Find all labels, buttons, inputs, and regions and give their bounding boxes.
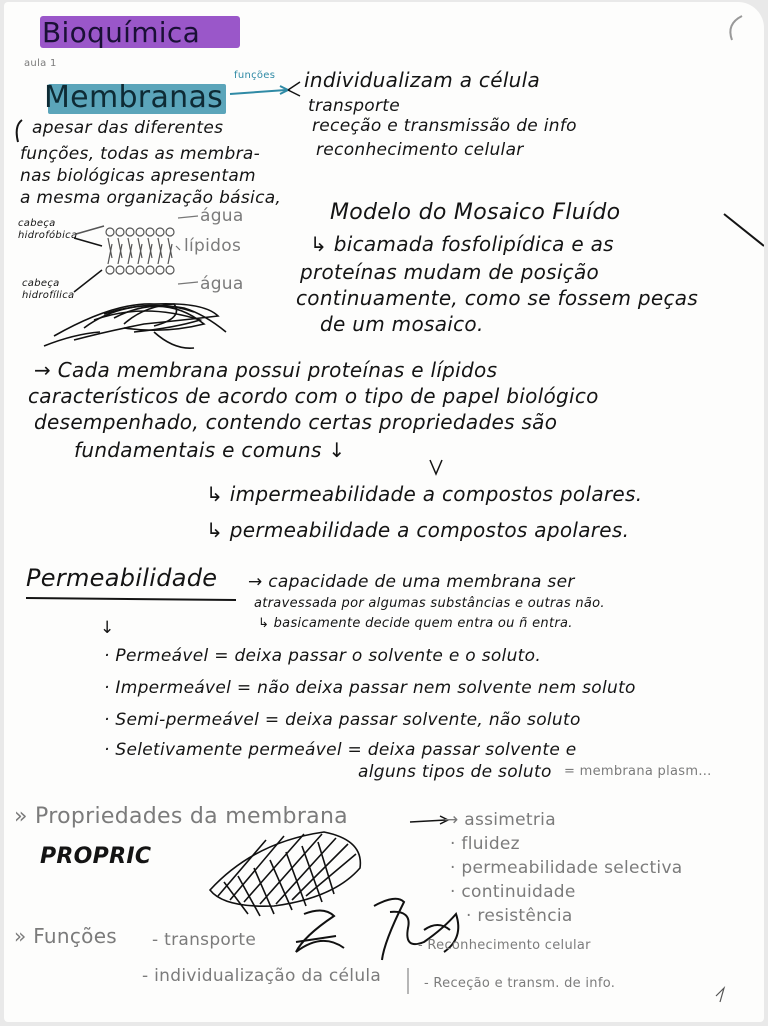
propriedade-item: · continuidade [450, 882, 576, 902]
cada-membrana-line: característicos de acordo com o tipo de papel biológico [28, 384, 599, 408]
permeabilidade-item-cont: alguns tipos de soluto [358, 762, 552, 782]
permeabilidade-note: = membrana plasm... [564, 764, 712, 779]
bracket-icon [17, 120, 22, 142]
modelo-line: proteínas mudam de posição [300, 260, 600, 284]
down-arrow-icon: ↓ [100, 618, 115, 638]
propriedade-item: · resistência [466, 906, 573, 926]
funcao-item: reconhecimento celular [316, 140, 524, 160]
modelo-title: Modelo do Mosaico Fluído [330, 200, 621, 225]
permeabilidade-item: · Impermeável = não deixa passar nem solvente nem soluto [104, 678, 636, 698]
modelo-line: ↳ bicamada fosfolipídica e as [310, 232, 614, 256]
funcoes-tag: funções [234, 70, 276, 81]
modelo-line: continuamente, como se fossem peças [296, 286, 699, 310]
permeabilidade-def: → capacidade de uma membrana ser [248, 572, 575, 592]
property-bullet: ↳ permeabilidade a compostos apolares. [206, 518, 630, 542]
funcao-item: transporte [308, 96, 401, 116]
cada-membrana-line: desempenhado, contendo certas propriedades são [34, 410, 558, 434]
propriedade-item: · permeabilidade selectiva [450, 858, 683, 878]
modelo-line: de um mosaico. [320, 312, 484, 336]
page-title: Bioquímica [42, 16, 201, 49]
permeabilidade-def: ↳ basicamente decide quem entra ou ñ entra. [258, 616, 573, 631]
edge-stroke-icon [724, 214, 764, 246]
arrow-membranas-icon [230, 90, 286, 94]
permeabilidade-item: · Semi-permeável = deixa passar solvente, não soluto [104, 710, 581, 730]
intro-line: apesar das diferentes [32, 118, 224, 138]
corner-mark-icon [730, 16, 742, 40]
bilayer-diagram-icon [74, 216, 198, 292]
funcoes-right-item: - Reconhecimento celular [418, 938, 591, 953]
funcoes-label: » Funções [14, 924, 118, 948]
propriedades-scribble: PROPRIC [40, 844, 152, 869]
cada-membrana-line: fundamentais e comuns ↓ [74, 438, 346, 462]
funcoes-item: - transporte [152, 930, 257, 950]
permeabilidade-item: · Permeável = deixa passar o solvente e o soluto. [104, 646, 542, 666]
propriedade-item: · fluidez [450, 834, 520, 854]
agua-bottom-label: água [200, 274, 244, 294]
scribble-lens-icon [210, 832, 360, 916]
lipidos-label: lípidos [184, 236, 242, 256]
permeabilidade-item: · Seletivamente permeável = deixa passar solvente e [104, 740, 577, 760]
intro-line: a mesma organização básica, [20, 188, 282, 208]
intro-line: nas biológicas apresentam [20, 166, 256, 186]
permeabilidade-def: atravessada por algumas substâncias e outras não. [254, 596, 605, 611]
scribble-blob-icon [44, 304, 226, 348]
propriedade-item: → assimetria [444, 810, 556, 830]
cabeca-hidrofilica-label: cabeça hidrofílica [22, 278, 75, 301]
propriedades-label: » Propriedades da membrana [14, 804, 348, 829]
permeabilidade-heading: Permeabilidade [26, 564, 218, 592]
property-bullet: ↳ impermeabilidade a compostos polares. [206, 482, 643, 506]
cada-membrana-line: → Cada membrana possui proteínas e lípidos [34, 358, 498, 382]
funcoes-item: - individualização da célula [142, 966, 382, 986]
cabeca-hidrofobica-label: cabeça hidrofóbica [18, 218, 78, 241]
membranas-heading: Membranas [44, 80, 224, 115]
agua-top-label: água [200, 206, 244, 226]
intro-line: funções, todas as membra- [20, 144, 261, 164]
corner-check-icon [716, 988, 724, 1002]
aula-label: aula 1 [24, 58, 57, 69]
funcao-item: individualizam a célula [304, 68, 541, 92]
funcao-item: receção e transmissão de info [312, 116, 577, 136]
notebook-page [4, 2, 764, 1022]
funcoes-right-item: - Receção e transm. de info. [424, 976, 616, 991]
